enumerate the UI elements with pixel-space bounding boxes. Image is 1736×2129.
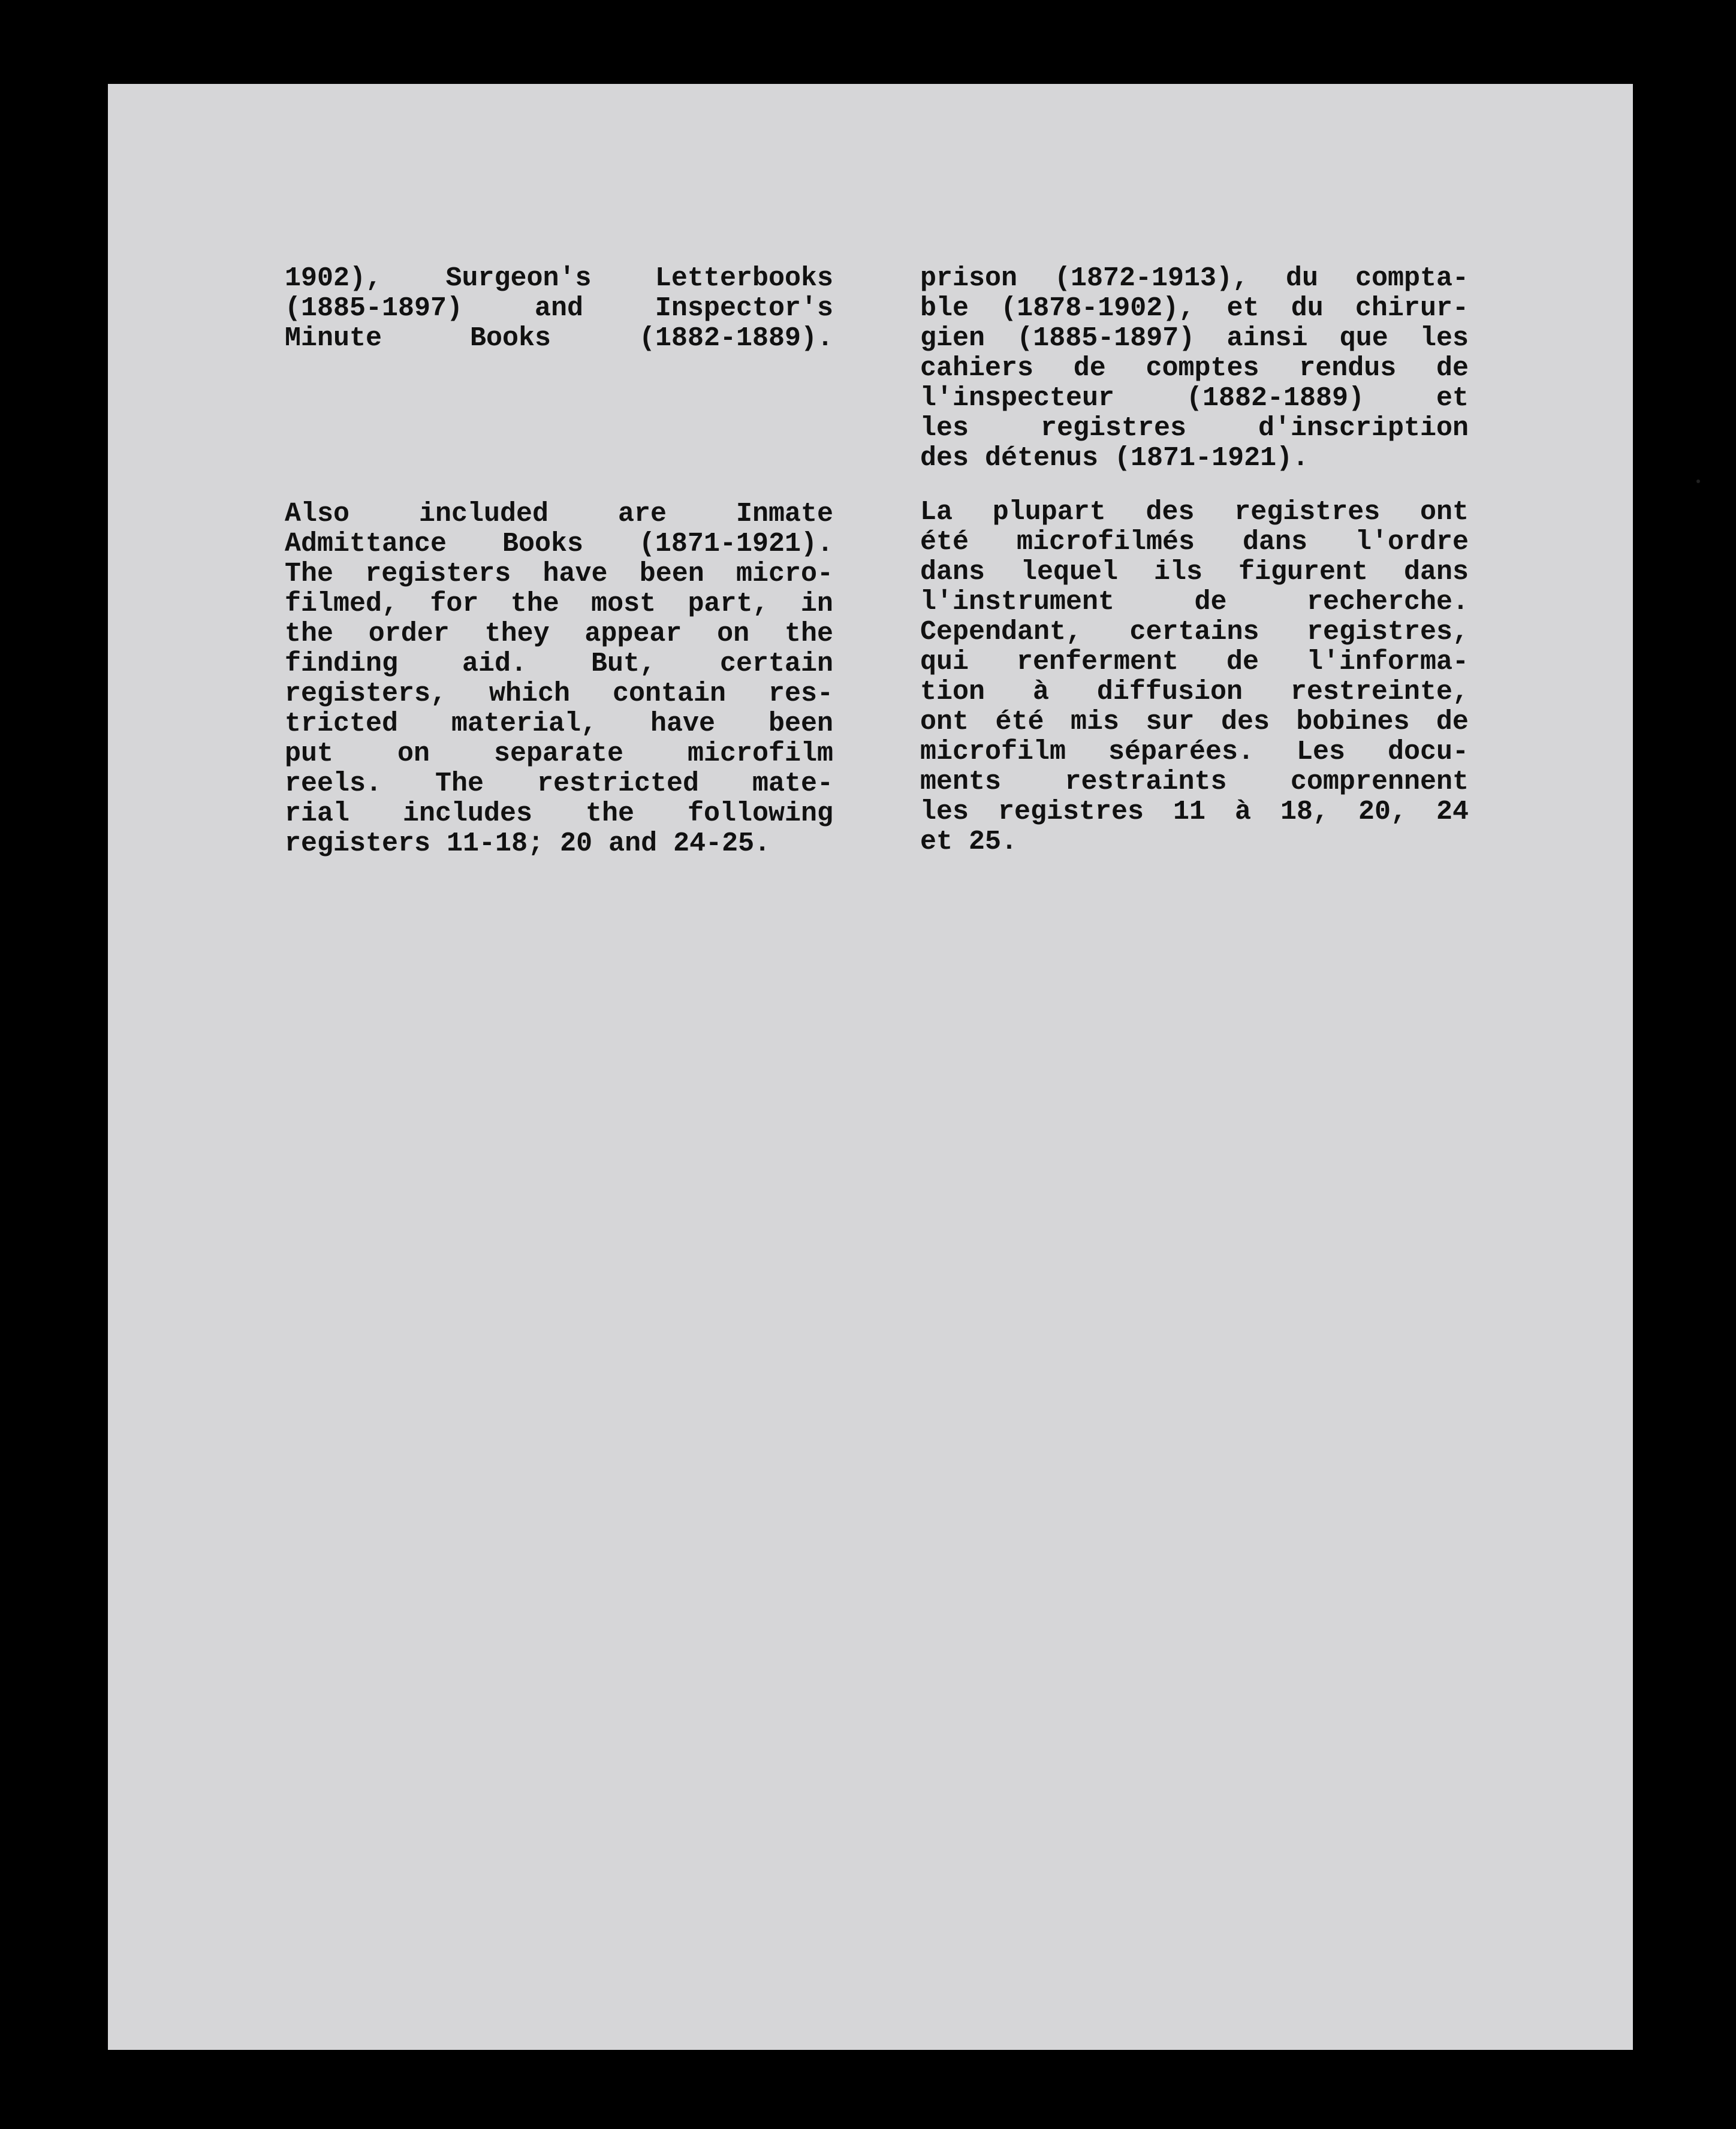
text-line: La plupart des registres ont bbox=[920, 497, 1469, 527]
text-line: été microfilmés dans l'ordre bbox=[920, 527, 1469, 557]
text-line: reels. The restricted mate- bbox=[285, 768, 833, 799]
text-line: les registres d'inscription bbox=[920, 413, 1469, 444]
text-line: ble (1878-1902), et du chirur- bbox=[920, 293, 1469, 324]
text-line: tricted material, have been bbox=[285, 708, 833, 739]
right-column-paragraph-1 bbox=[920, 264, 1469, 474]
text-line: ments restraints comprennent bbox=[920, 767, 1469, 797]
text-line: l'instrument de recherche. bbox=[920, 587, 1469, 617]
text-line: filmed, for the most part, in bbox=[285, 589, 833, 619]
text-line: Cependant, certains registres, bbox=[920, 617, 1469, 647]
text-line: The registers have been micro- bbox=[285, 559, 833, 589]
text-line: rial includes the following bbox=[285, 798, 833, 829]
text-line: registers, which contain res- bbox=[285, 678, 833, 709]
scan-speck bbox=[1696, 480, 1700, 483]
text-line: qui renferment de l'informa- bbox=[920, 647, 1469, 677]
text-line: cahiers de comptes rendus de bbox=[920, 353, 1469, 384]
text-line: registers 11-18; 20 and 24-25. bbox=[285, 828, 771, 859]
right-column-paragraph-2 bbox=[920, 497, 1469, 857]
text-line: l'inspecteur (1882-1889) et bbox=[920, 383, 1469, 414]
text-line: des détenus (1871-1921). bbox=[920, 443, 1309, 474]
text-line: prison (1872-1913), du compta- bbox=[920, 263, 1469, 294]
text-line: put on separate microfilm bbox=[285, 738, 833, 769]
text-line: Admittance Books (1871-1921). bbox=[285, 529, 833, 559]
left-column-paragraph-1 bbox=[285, 264, 833, 354]
text-line: et 25. bbox=[920, 827, 1018, 857]
text-line: the order they appear on the bbox=[285, 619, 833, 649]
text-line: microfilm séparées. Les docu- bbox=[920, 737, 1469, 767]
text-line: 1902), Surgeon's Letterbooks bbox=[285, 263, 833, 294]
text-line: Also included are Inmate bbox=[285, 499, 833, 529]
document-page bbox=[108, 84, 1633, 2050]
text-line: ont été mis sur des bobines de bbox=[920, 707, 1469, 737]
text-line: (1885-1897) and Inspector's bbox=[285, 293, 833, 324]
text-line: dans lequel ils figurent dans bbox=[920, 557, 1469, 587]
left-column-paragraph-2 bbox=[285, 499, 833, 859]
text-line: tion à diffusion restreinte, bbox=[920, 677, 1469, 707]
text-line: Minute Books (1882-1889). bbox=[285, 323, 833, 354]
text-line: finding aid. But, certain bbox=[285, 649, 833, 679]
text-line: gien (1885-1897) ainsi que les bbox=[920, 323, 1469, 354]
text-line: les registres 11 à 18, 20, 24 bbox=[920, 797, 1469, 827]
